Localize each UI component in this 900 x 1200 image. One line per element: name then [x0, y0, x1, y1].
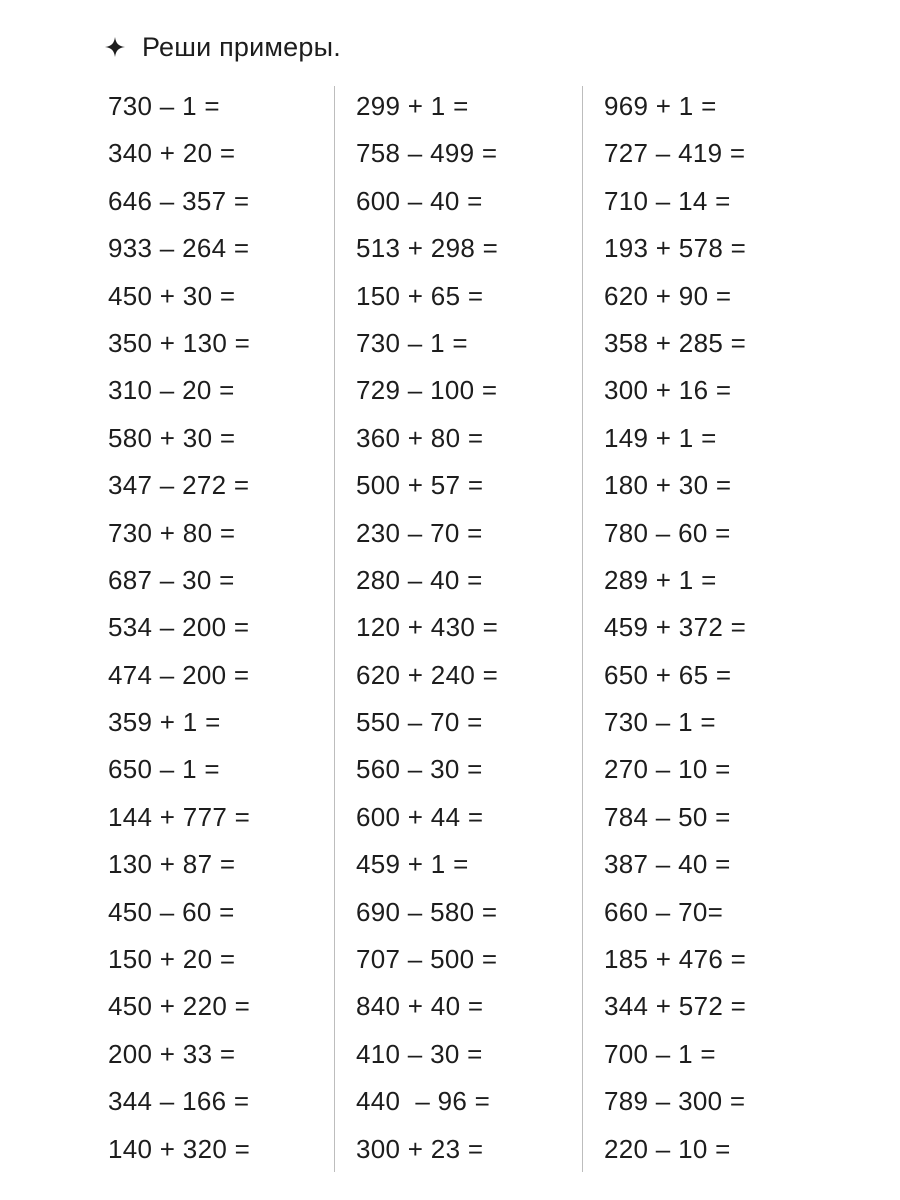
math-example: 347 – 272 = [108, 470, 250, 501]
math-example: 200 + 33 = [108, 1038, 236, 1069]
math-example: 707 – 500 = [356, 944, 498, 975]
math-example: 729 – 100 = [356, 375, 498, 406]
math-example: 646 – 357 = [108, 185, 250, 216]
math-example: 450 + 220 = [108, 991, 251, 1022]
math-example: 130 + 87 = [108, 849, 236, 880]
math-example: 600 + 44 = [356, 801, 484, 832]
math-example: 450 + 30 = [108, 280, 236, 311]
math-example: 620 + 90 = [604, 280, 732, 311]
math-example: 220 – 10 = [604, 1133, 731, 1164]
math-example: 140 + 320 = [108, 1133, 251, 1164]
math-example: 730 – 1 = [108, 91, 220, 121]
math-example: 700 – 1 = [604, 1038, 716, 1069]
math-example: 687 – 30 = [108, 564, 235, 595]
math-example: 299 + 1 = [356, 91, 469, 121]
math-example: 560 – 30 = [356, 754, 483, 785]
math-example: 300 + 16 = [604, 375, 732, 406]
math-example: 550 – 70 = [356, 707, 483, 738]
math-example: 690 – 580 = [356, 896, 498, 927]
math-example: 280 – 40 = [356, 564, 483, 595]
math-example: 450 – 60 = [108, 896, 235, 927]
math-example: 150 + 65 = [356, 280, 484, 311]
math-example: 193 + 578 = [604, 233, 747, 264]
math-example: 650 – 1 = [108, 754, 220, 785]
math-example: 310 – 20 = [108, 375, 235, 406]
math-example: 270 – 10 = [604, 754, 731, 785]
math-example: 358 + 285 = [604, 327, 747, 358]
math-example: 459 + 1 = [356, 849, 469, 880]
math-example: 620 + 240 = [356, 659, 499, 690]
math-example: 350 + 130 = [108, 327, 251, 358]
math-example: 144 + 777 = [108, 801, 251, 832]
example-column-2 [356, 93, 586, 1183]
math-example: 120 + 430 = [356, 612, 499, 643]
math-example: 344 – 166 = [108, 1086, 250, 1117]
math-example: 730 – 1 = [356, 327, 468, 358]
math-example: 730 – 1 = [604, 707, 716, 738]
math-example: 758 – 499 = [356, 138, 498, 169]
math-example: 730 + 80 = [108, 517, 236, 548]
math-example: 840 + 40 = [356, 991, 484, 1022]
math-example: 534 – 200 = [108, 612, 250, 643]
task-header [104, 30, 341, 64]
math-example: 650 + 65 = [604, 659, 732, 690]
math-example: 360 + 80 = [356, 422, 484, 453]
math-example: 727 – 419 = [604, 138, 746, 169]
math-example: 289 + 1 = [604, 564, 717, 595]
math-example: 180 + 30 = [604, 470, 732, 501]
math-example: 459 + 372 = [604, 612, 747, 643]
math-example: 340 + 20 = [108, 138, 236, 169]
math-example: 474 – 200 = [108, 659, 250, 690]
math-example: 500 + 57 = [356, 470, 484, 501]
math-example: 230 – 70 = [356, 517, 483, 548]
four-point-star-icon [104, 36, 126, 58]
math-example: 150 + 20 = [108, 944, 236, 975]
math-example: 410 – 30 = [356, 1038, 483, 1069]
math-example: 784 – 50 = [604, 801, 731, 832]
math-example: 780 – 60 = [604, 517, 731, 548]
example-column-1 [108, 93, 338, 1183]
math-example: 149 + 1 = [604, 422, 717, 453]
math-example: 789 – 300 = [604, 1086, 746, 1117]
math-example: 185 + 476 = [604, 944, 747, 975]
math-example: 300 + 23 = [356, 1133, 484, 1164]
math-example: 600 – 40 = [356, 185, 483, 216]
math-example: 440 – 96 = [356, 1086, 491, 1117]
math-example: 387 – 40 = [604, 849, 731, 880]
math-example: 359 + 1 = [108, 707, 221, 738]
math-example: 969 + 1 = [604, 91, 717, 121]
math-example: 933 – 264 = [108, 233, 250, 264]
math-example: 580 + 30 = [108, 422, 236, 453]
math-example: 513 + 298 = [356, 233, 499, 264]
math-example: 710 – 14 = [604, 185, 731, 216]
task-title: Реши примеры. [142, 31, 341, 62]
math-example: 344 + 572 = [604, 991, 747, 1022]
math-example: 660 – 70= [604, 896, 724, 927]
example-column-3 [604, 93, 834, 1183]
